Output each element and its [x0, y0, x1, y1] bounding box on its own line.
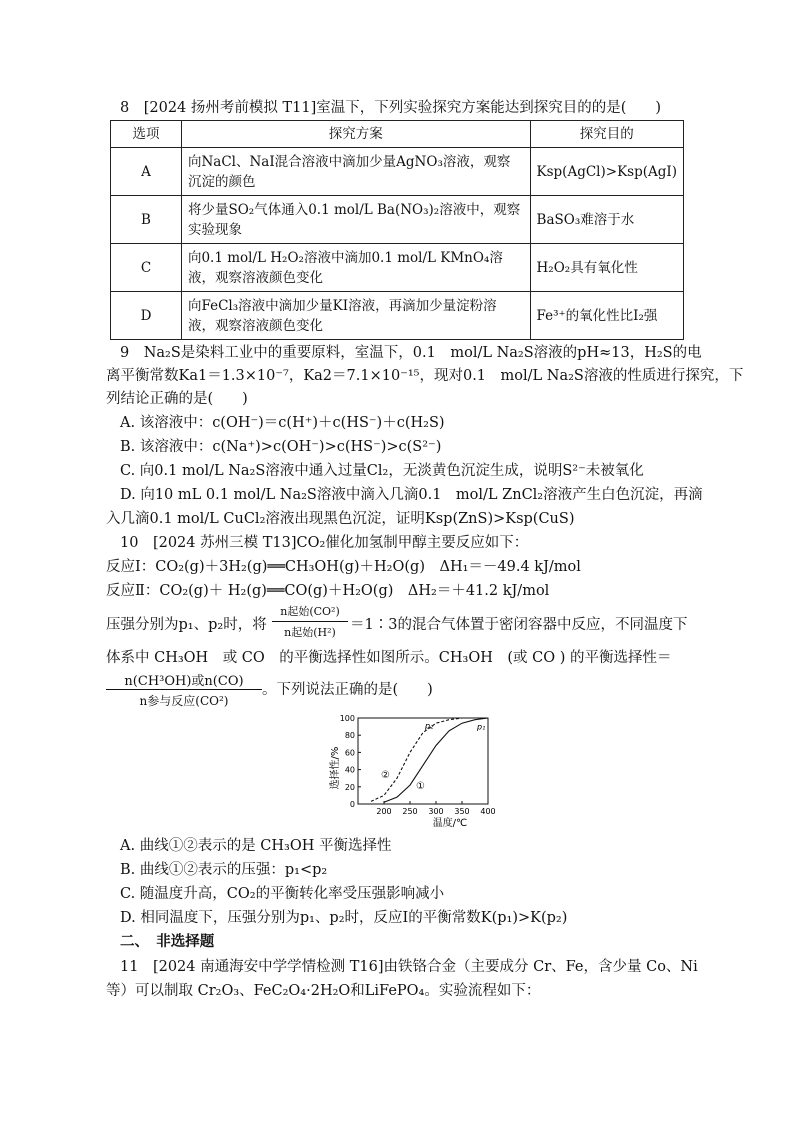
- q10-option-b: B. 曲线①②表示的压强：p₁<p₂: [120, 862, 328, 878]
- q10-option-c: C. 随温度升高，CO₂的平衡转化率受压强影响减小: [120, 886, 445, 902]
- fraction-bar: [272, 621, 348, 622]
- q8-table: [110, 120, 684, 340]
- row-goal: Fe³⁺的氧化性比I₂强: [530, 292, 683, 340]
- q10-option-a: A. 曲线①②表示的是 CH₃OH 平衡选择性: [120, 838, 392, 854]
- x-tick-label: 200: [376, 807, 392, 816]
- q10-fraction2-denominator: n参与反应(CO²): [139, 694, 229, 708]
- q10-para1-a: 压强分别为p₁、p₂时，将: [106, 617, 267, 633]
- row-goal: H₂O₂具有氧化性: [530, 244, 683, 292]
- q10-reaction-1: 反应Ⅰ：CO₂(g)＋3H₂(g)══CH₃OH(g)＋H₂O(g) ΔH₁＝－49.4 kJ/mol: [106, 559, 581, 575]
- q11-line2: 等）可以制取 Cr₂O₃、FeC₂O₄·2H₂O和LiFePO₄。实验流程如下：: [106, 983, 541, 999]
- q10-para3: 。下列说法正确的是( ): [262, 682, 433, 698]
- row-plan: 向NaCl、NaI混合溶液中滴加少量AgNO₃溶液，观察沉淀的颜色: [181, 148, 530, 196]
- table-row: [111, 148, 684, 196]
- q9-line3: 列结论正确的是( ): [106, 391, 248, 407]
- q9-line2: 离平衡常数Ka1＝1.3×10⁻⁷，Ka2＝7.1×10⁻¹⁵，现对0.1 mol/L Na₂S溶液的性质进行探究，下: [106, 368, 744, 384]
- x-tick-label: 300: [428, 807, 444, 816]
- y-axis-label: 选择性/%: [330, 746, 341, 790]
- q8-stem: 8 [2024 扬州考前模拟 T11]室温下，下列实验探究方案能达到探究目的的是( ): [120, 100, 662, 116]
- series-name-label: p₂: [425, 721, 434, 731]
- table-header-row: [111, 121, 684, 148]
- x-tick-label: 250: [402, 807, 418, 816]
- row-plan: 向0.1 mol/L H₂O₂溶液中滴加0.1 mol/L KMnO₄溶液，观察溶液颜色变化: [181, 244, 530, 292]
- row-goal: BaSO₃难溶于水: [530, 196, 683, 244]
- y-tick-label: 0: [349, 800, 355, 809]
- row-plan: 向FeCl₃溶液中滴加少量KI溶液，再滴加少量淀粉溶液，观察溶液颜色变化: [181, 292, 530, 340]
- row-option: A: [111, 148, 182, 196]
- section-heading: 二、 非选择题: [120, 933, 215, 950]
- header-plan: 探究方案: [181, 121, 530, 148]
- q9-option-d-line1: D. 向10 mL 0.1 mol/L Na₂S溶液中滴入几滴0.1 mol/L ZnCl₂溶液产生白色沉淀，再滴: [120, 487, 703, 503]
- q9-line1: 9 Na₂S是染料工业中的重要原料，室温下，0.1 mol/L Na₂S溶液的pH≈13，H₂S的电: [120, 345, 702, 361]
- q10-fraction1-denominator: n起始(H²): [284, 626, 336, 639]
- q9-option-c: C. 向0.1 mol/L Na₂S溶液中通入过量Cl₂，无淡黄色沉淀生成，说明S²⁻未被氧化: [120, 463, 644, 479]
- fraction-bar: [106, 689, 262, 690]
- q10-reaction-2: 反应Ⅱ：CO₂(g)＋ H₂(g)══CO(g)＋H₂O(g) ΔH₂＝＋41.2 kJ/mol: [106, 583, 550, 599]
- y-tick-label: 80: [344, 731, 355, 741]
- q9-option-b: B. 该溶液中：c(Na⁺)>c(OH⁻)>c(HS⁻)>c(S²⁻): [120, 439, 442, 455]
- x-tick-label: 400: [480, 807, 496, 816]
- q9-option-a: A. 该溶液中：c(OH⁻)＝c(H⁺)＋c(HS⁻)＋c(H₂S): [120, 415, 445, 431]
- q10-para2: 体系中 CH₃OH 或 CO 的平衡选择性如图所示。CH₃OH (或 CO ) 的平衡选择性＝: [106, 650, 672, 666]
- y-tick-label: 20: [344, 782, 355, 792]
- y-tick-label: 40: [344, 765, 355, 775]
- q10-para1-b: ＝1∶3的混合气体置于密闭容器中反应，不同温度下: [350, 617, 688, 633]
- row-option: D: [111, 292, 182, 340]
- series-name-label: p₁: [477, 722, 486, 732]
- row-option: B: [111, 196, 182, 244]
- row-option: C: [111, 244, 182, 292]
- header-option: 选项: [111, 121, 182, 148]
- row-plan: 将少量SO₂气体通入0.1 mol/L Ba(NO₃)₂溶液中，观察实验现象: [181, 196, 530, 244]
- y-tick-label: 100: [339, 714, 355, 723]
- series-line-2: [384, 718, 488, 802]
- header-goal: 探究目的: [530, 121, 683, 148]
- q9-option-d-line2: 入几滴0.1 mol/L CuCl₂溶液出现黑色沉淀，证明Ksp(ZnS)>Ksp(CuS): [106, 511, 575, 527]
- y-tick-label: 60: [344, 748, 355, 758]
- curve-number-label: ①: [416, 781, 425, 793]
- q10-fraction1-numerator: n起始(CO²): [280, 605, 340, 618]
- curve-number-label: ②: [381, 770, 390, 782]
- row-goal: Ksp(AgCl)>Ksp(AgI): [530, 148, 683, 196]
- q11-line1: 11 [2024 南通海安中学学情检测 T16]由铁铬合金（主要成分 Cr、Fe，含少量 Co、Ni: [120, 959, 698, 975]
- q10-stem: 10 [2024 苏州三模 T13]CO₂催化加氢制甲醇主要反应如下：: [120, 535, 529, 551]
- q10-fraction2-numerator: n(CH³OH)或n(CO): [124, 674, 244, 689]
- x-axis-label: 温度/℃: [432, 818, 468, 829]
- table-row: [111, 244, 684, 292]
- q10-option-d: D. 相同温度下，压强分别为p₁、p₂时，反应Ⅰ的平衡常数K(p₁)>K(p₂): [120, 910, 568, 926]
- table-row: [111, 196, 684, 244]
- selectivity-chart: [320, 710, 500, 830]
- x-tick-label: 350: [454, 807, 470, 816]
- table-row: [111, 292, 684, 340]
